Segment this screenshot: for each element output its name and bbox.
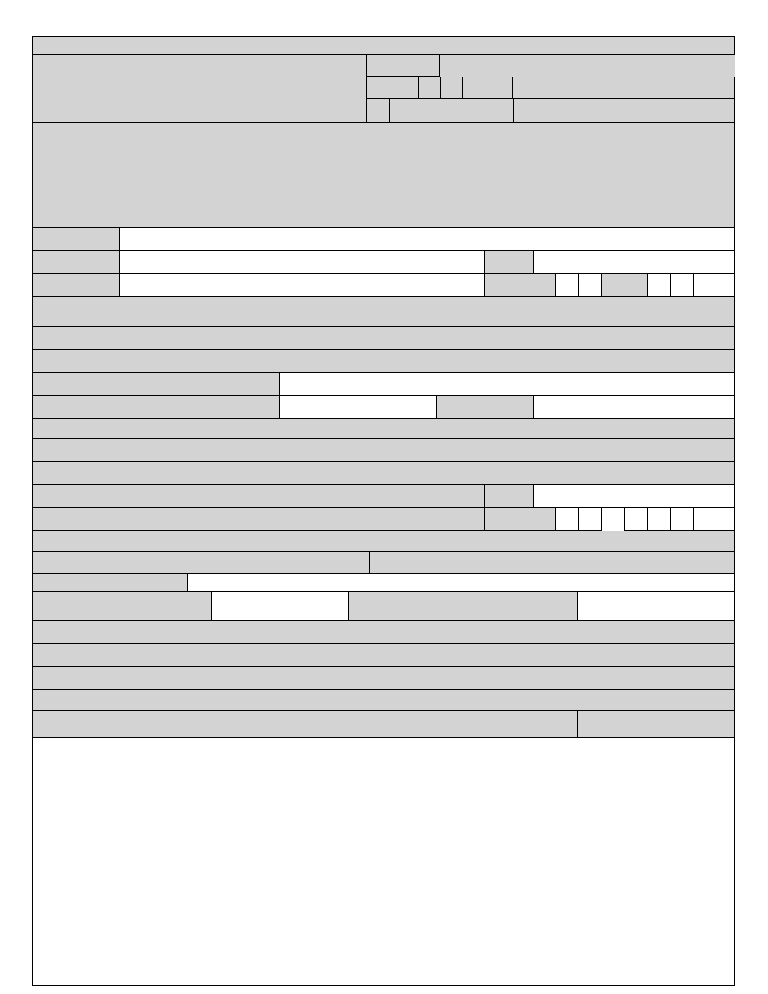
worker-street-field[interactable] <box>119 485 485 508</box>
profession-field[interactable] <box>187 574 734 591</box>
rep-name-row <box>33 373 734 396</box>
profession-row <box>33 574 734 592</box>
employer-street-label <box>33 256 37 260</box>
code-box[interactable] <box>578 508 601 530</box>
office-section <box>33 37 734 123</box>
training-label <box>369 552 376 574</box>
worker-surname-field[interactable] <box>119 439 734 462</box>
code-box[interactable] <box>693 508 734 530</box>
code-box[interactable] <box>647 274 670 296</box>
nr-label <box>369 104 373 108</box>
nip-field[interactable] <box>119 327 389 350</box>
code-box[interactable] <box>578 274 601 296</box>
code-box[interactable] <box>670 508 693 530</box>
case-block <box>366 55 734 123</box>
receipt-label <box>33 57 363 61</box>
section-a-header <box>33 208 734 228</box>
nr-field-2[interactable] <box>513 99 735 123</box>
termination-date-row <box>33 644 734 667</box>
period-row <box>33 592 734 621</box>
worker-firstname-label <box>33 467 37 471</box>
decision-n-checkbox[interactable] <box>440 77 462 99</box>
exam-date-field[interactable] <box>348 667 734 690</box>
code-box[interactable] <box>624 508 647 530</box>
issued-by-label <box>440 401 444 405</box>
code-box[interactable] <box>670 274 693 296</box>
worker-city-label <box>33 513 37 517</box>
section-c-header <box>33 531 734 552</box>
worker-surname-row <box>33 439 734 462</box>
case-sign-label <box>369 59 373 63</box>
attachment-nr-header <box>580 709 690 713</box>
period-field[interactable] <box>211 592 349 620</box>
rep-id-label <box>33 401 37 405</box>
contract-date-row <box>33 621 734 644</box>
worker-nr-label <box>488 490 492 494</box>
fax-label <box>351 300 355 304</box>
employer-city-row <box>33 274 734 297</box>
decision-p-checkbox[interactable] <box>418 77 440 99</box>
regon-field[interactable] <box>441 327 734 350</box>
nip-regon-row <box>33 327 734 350</box>
phone-label <box>33 300 37 304</box>
worker-street-row <box>33 485 734 508</box>
worker-firstname-field[interactable] <box>119 462 734 485</box>
section-b-header <box>33 419 734 439</box>
employer-name-row <box>33 228 734 251</box>
contract-date-field[interactable] <box>348 621 734 644</box>
employer-city-field[interactable] <box>119 274 485 296</box>
code-box[interactable] <box>693 274 734 296</box>
nip-label <box>33 332 37 336</box>
decision-date-field[interactable] <box>512 77 735 99</box>
decision-label <box>369 81 373 85</box>
case-sign-field[interactable] <box>439 55 735 77</box>
employer-street-field[interactable] <box>119 251 485 273</box>
rep-name-label <box>33 378 37 382</box>
termination-date-field[interactable] <box>348 644 734 667</box>
account-field[interactable] <box>119 350 734 373</box>
employer-code-label <box>488 279 492 283</box>
period-employer-label <box>351 594 551 598</box>
section-d-header <box>33 690 734 711</box>
employer-city-label <box>33 279 37 283</box>
attachment-nr-header-cell <box>577 711 734 738</box>
fax-field[interactable] <box>441 297 734 327</box>
code-box[interactable] <box>555 274 578 296</box>
termination-date-label <box>33 649 37 653</box>
employer-nr-label <box>488 256 492 260</box>
account-row <box>33 350 734 373</box>
code-box[interactable] <box>647 508 670 530</box>
phone-field[interactable] <box>119 297 348 327</box>
employer-name-field[interactable] <box>119 228 734 250</box>
worker-city-row <box>33 508 734 531</box>
training-type-row <box>33 552 734 574</box>
employer-phone-row <box>33 297 734 327</box>
attachments-intro <box>33 719 37 723</box>
period-label <box>33 601 37 605</box>
code-box[interactable] <box>555 508 578 530</box>
period-employer-field[interactable] <box>577 592 734 620</box>
employer-street-row <box>33 251 734 274</box>
exam-date-row <box>33 667 734 690</box>
office-header <box>33 37 734 55</box>
employer-nr-field[interactable] <box>533 251 734 273</box>
rep-id-row <box>33 396 734 419</box>
worker-surname-label <box>33 444 37 448</box>
regon-label <box>395 332 399 336</box>
employer-name-label <box>33 233 37 237</box>
worker-street-label <box>33 490 37 494</box>
contract-date-label <box>33 626 37 630</box>
profession-label <box>33 576 37 580</box>
worker-city-field[interactable] <box>119 508 485 531</box>
account-label <box>33 355 37 359</box>
issued-by-field[interactable] <box>533 396 734 418</box>
decision-date-label <box>462 77 512 99</box>
worker-firstname-row <box>33 462 734 485</box>
application-form <box>32 36 735 986</box>
vocational-label <box>33 556 37 560</box>
exam-date-label <box>33 672 37 676</box>
nr-field-1[interactable] <box>389 99 513 123</box>
rep-name-field[interactable] <box>279 373 734 395</box>
worker-code-label <box>488 513 492 517</box>
worker-nr-field[interactable] <box>533 485 734 507</box>
rep-id-field[interactable] <box>279 396 437 418</box>
